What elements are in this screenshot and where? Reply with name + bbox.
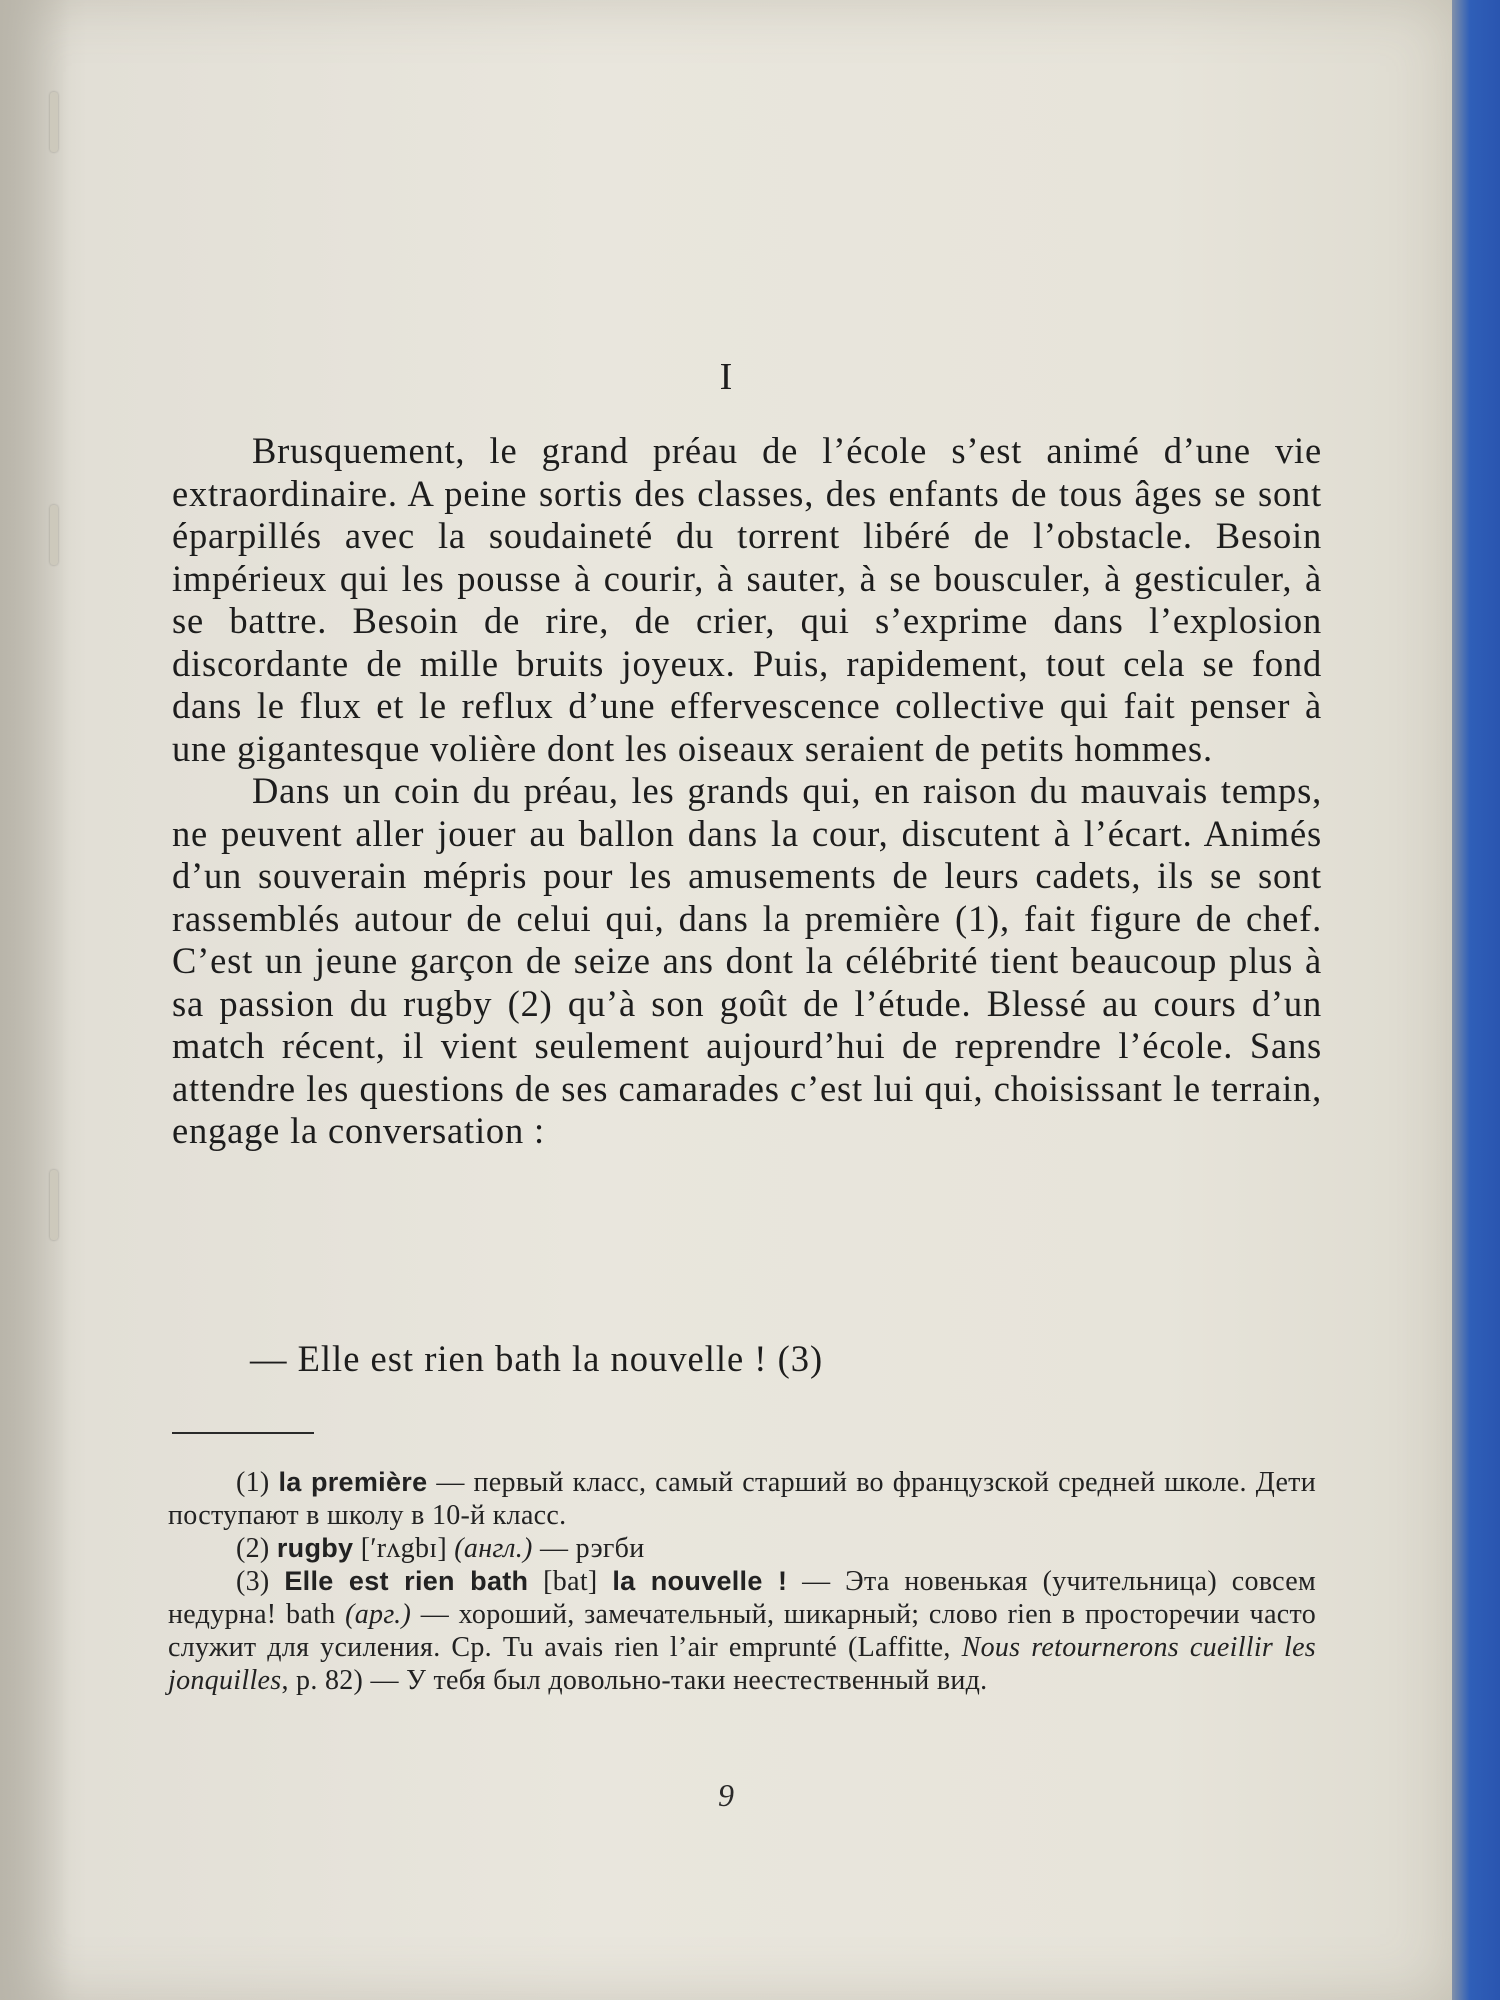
- background-surface: [1450, 0, 1500, 2000]
- footnote-2: [168, 1532, 1316, 1565]
- footnote-term: la nouvelle !: [612, 1566, 788, 1596]
- footnote-language: (англ.): [454, 1533, 533, 1564]
- footnote-number: (1): [236, 1467, 270, 1498]
- paragraph: Brusquement, le grand préau de l’école s’est animé d’une vie extraordinaire. A peine sortis des classes, des enfants de tous âges se sont éparpillés avec la soudaineté du torrent libéré de l’obstacle. Besoin impérieux qui les pousse à courir, à sauter, à se bousculer, à gesticuler, à se battre. Besoin de rire, de crier, qui s’exprime dans l’explosion discordante de mille bruits joyeux. Puis, rapidement, tout cela se fond dans le flux et le reflux d’une effervescence collective qui fait penser à une gigantesque volière dont les oiseaux seraient de petits hommes.: [172, 430, 1322, 769]
- footnote-source-title: Nous retournerons cueillir les jonquilles: [168, 1632, 1317, 1696]
- footnote-separator: [172, 1432, 314, 1434]
- binding-stitch: [50, 92, 58, 152]
- footnote-text: — первый класс, самый старший во французской средней школе. Дети поступают в школу в 10-й класс.: [168, 1467, 1316, 1531]
- footnote-1: [168, 1466, 1316, 1532]
- dialogue-line: — Elle est rien bath la nouvelle ! (3): [250, 1338, 824, 1379]
- footnote-label: (арг.): [345, 1599, 412, 1630]
- footnote-term: rugby: [276, 1533, 354, 1563]
- footnote-term: Elle est rien bath: [284, 1566, 529, 1596]
- footnote-term: la première: [278, 1467, 428, 1497]
- footnote-number: (3): [236, 1566, 270, 1597]
- footnote-text: , p. 82) — У тебя был довольно-таки неестественный вид.: [281, 1665, 988, 1696]
- chapter-heading: I: [719, 356, 733, 398]
- body-text: [172, 430, 1322, 1153]
- binding-stitch: [50, 505, 58, 565]
- footnote-pronunciation: [ʹrʌgbɪ]: [353, 1533, 455, 1564]
- footnote-3: [168, 1565, 1316, 1697]
- page-number: 9: [718, 1777, 734, 1813]
- page-binding: [0, 0, 70, 2000]
- footnotes: [168, 1466, 1316, 1697]
- footnote-text: — Эта новенькая (учительница) совсем недурна! bath: [168, 1566, 1316, 1630]
- binding-stitch: [50, 1170, 58, 1240]
- footnote-number: (2): [236, 1533, 270, 1564]
- paragraph: Dans un coin du préau, les grands qui, en raison du mauvais temps, ne peuvent aller jouer au ballon dans la cour, discutent à l’écart. Animés d’un souverain mépris pour les amusements de leurs cadets, ils se sont rassemblés autour de celui qui, dans la première (1), fait figure de chef. C’est un jeune garçon de seize ans dont la célébrité tient beaucoup plus à sa passion du rugby (2) qu’à son goût de l’étude. Blessé au cours d’un match récent, il vient seulement aujourd’hui de reprendre l’école. Sans attendre les questions de ses camarades c’est lui qui, choisissant le terrain, engage la conversation :: [172, 770, 1322, 1151]
- footnote-pronunciation: [bat]: [528, 1566, 613, 1597]
- footnote-text: — рэгби: [532, 1533, 645, 1564]
- footnote-text: — хороший, замечательный, шикарный; слово rien в просторечии часто служит для усиления. Ср. Tu avais rien l’air emprunté (Laffitte,: [168, 1599, 1316, 1663]
